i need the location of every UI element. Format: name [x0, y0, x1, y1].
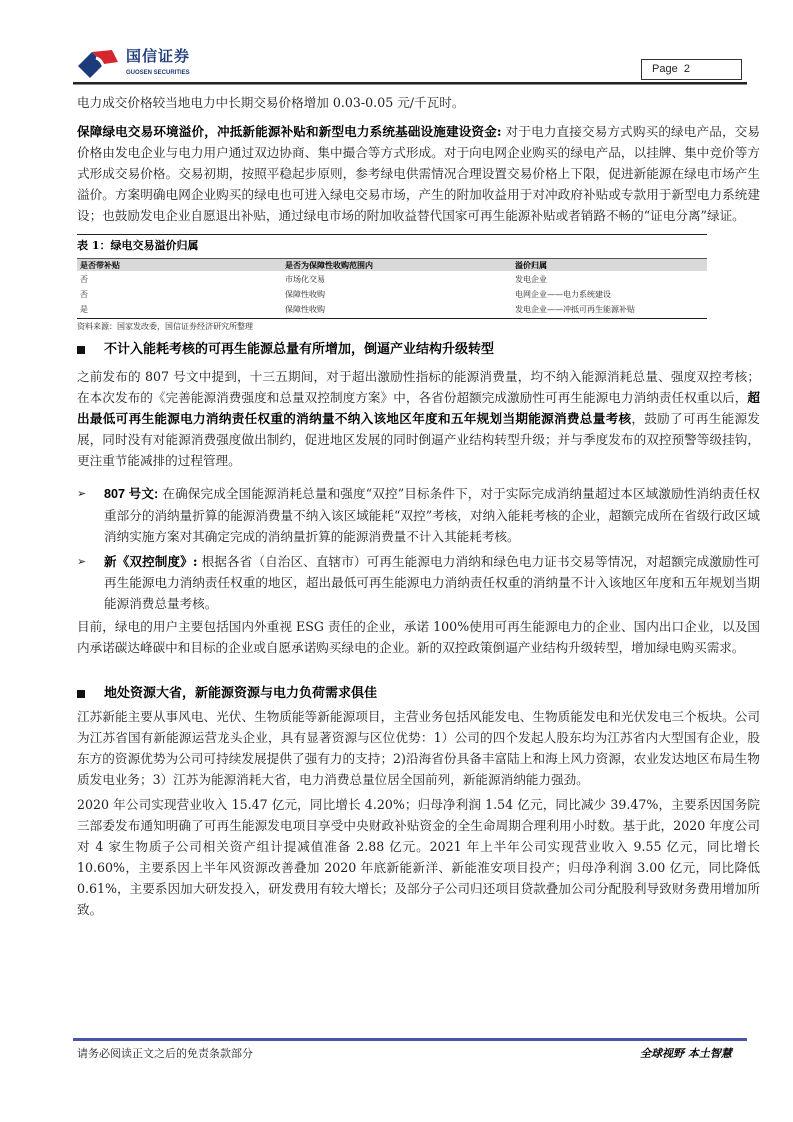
table-premium — [77, 234, 707, 334]
paragraph-price: 电力成交价格较当地电力中长期交易价格增加 0.03-0.05 元/千瓦时。 — [77, 95, 465, 110]
page-number: 2 — [683, 63, 690, 75]
footer-divider — [73, 1038, 747, 1041]
section-bullet-icon — [77, 690, 85, 698]
paragraph-text: ，鼓励了可再生能源发展，同时没有对能源消费强度做出制约，促进地区发展的同时倒逼产业结构转型升级；并与季度发布的双控预警等级挂钩，更注重节能减排的过程管理。 — [77, 411, 761, 468]
paragraph-dual-control — [77, 366, 760, 471]
cell: 否 — [80, 290, 88, 299]
arrow-bullet-icon: ➢ — [77, 555, 87, 568]
cell: 发电企业——冲抵可再生能源补贴 — [515, 305, 635, 314]
logo-subtext: GUOSEN SECURITIES — [126, 70, 190, 76]
paragraph-lead: 保障绿电交易环境溢价，冲抵新能源补贴和新型电力系统基础设施建设资金: — [77, 124, 502, 139]
paragraph-financials: 2020 年公司实现营业收入 15.47 亿元，同比增长 4.20%；归母净利润 1.54 亿元，同比减少 39.47%，主要系因国务院三部委发布通知明确了可再生能源发电项目享受中央财政补贴资金的全生命周期合理利用小时数。基于此，2020 年度公司对 4 家生物质子公司相关资产组计提减值准备 2.88 亿元。2021 年上半年公司实现营业收入 9.55 亿元，同比增长 10.60%，主要系因上半年风资源改善叠加 2020 年底新能新洋、新能淮安项目投产；归母净利润 3.00 亿元，同比降低 0.61%，主要系因加大研发投入，研发费用有较大增长；及部分子公司归还项目贷款叠加公司分配股利导致财务费用增加所致。 — [77, 797, 760, 917]
page-indicator — [641, 59, 742, 80]
bullet-text: 在确保完成全国能源消耗总量和强度“双控”目标条件下，对于实际完成消纳量超过本区域激励性消纳责任权重部分的消纳量折算的能源消费量不纳入该区域能耗“双控”考核，对纳入能耗考核的企业，超额完成所在省级行政区域消纳实施方案对其确定完成的消纳量折算的能源消费量不计入其能耗考核。 — [104, 486, 760, 544]
guosen-logo-icon — [78, 48, 124, 78]
cell: 是 — [80, 305, 88, 314]
table-row — [77, 302, 707, 317]
cell: 保障性收购 — [285, 290, 325, 299]
paragraph-text: 之前发布的 807 号文中提到，十三五期间，对于超出激励性指标的能源消费量，均不纳入能源消耗总量、强度双控考核；在本次发布的《完善能源消费强度和总量双控制度方案》中，各省份超额完成激励性可再生能源电力消纳责任权重以后， — [77, 369, 760, 405]
bullet-807 — [77, 483, 760, 547]
table-top-rule — [77, 234, 707, 235]
logo-text: 国信证券 — [126, 47, 191, 65]
footer-disclaimer: 请务必阅读正文之后的免责条款部分 — [77, 1047, 253, 1060]
cell: 否 — [80, 275, 88, 284]
bullet-body — [104, 483, 760, 547]
col-header: 是否为保障性收购范围内 — [285, 260, 373, 270]
paragraph-body: 对于电力直接交易方式购买的绿电产品，交易价格由发电企业与电力用户通过双边协商、集中撮合等方式形成。对于向电网企业购买的绿电产品，以挂牌、集中竞价等方式形成交易价格。交易初期，按照平稳起步原则，参考绿电供需情况合理设置交易价格上下限，促进新能源在绿电市场产生溢价。方案明确电网企业购买的绿电也可进入绿电交易市场，产生的附加收益用于对冲政府补贴或专款用于新型电力系统建设；也鼓励发电企业自愿退出补贴，通过绿电市场的附加收益替代国家可再生能源补贴或者销路不畅的“证电分离”绿证。 — [77, 124, 760, 223]
paragraph-green-users: 目前，绿电的用户主要包括国内外重视 ESG 责任的企业，承诺 100%使用可再生能源电力的企业、国内出口企业，以及国内承诺碳达峰碳中和目标的企业或自愿承诺购买绿电的企业。新的双控政策倒逼产业结构升级转型，增加绿电购买需求。 — [77, 619, 760, 655]
bullet-text: 根据各省（自治区、直辖市）可再生能源电力消纳和绿色电力证书交易等情况，对超额完成激励性可再生能源电力消纳责任权重的地区，超出最低可再生能源电力消纳责任权重的消纳量不计入该地区年度和五年规划当期能源消费总量考核。 — [104, 554, 760, 611]
table-header-row — [77, 258, 707, 271]
section-heading-row — [77, 684, 760, 704]
paragraph-company: 江苏新能主要从事风电、光伏、生物质能等新能源项目，主营业务包括风能发电、生物质能发电和光伏发电三个板块。公司为江苏省国有新能源运营龙头企业，具有显著资源与区位优势：1）公司的四个发起人股东均为江苏省内大型国有企业，股东方的资源优势为公司可持续发展提供了强有力的支持；2)沿海省份具备丰富陆上和海上风力资源，农业发达地区布局生物质发电业务；3）江苏为能源消耗大省，电力消费总量位居全国前列，新能源消纳能力强劲。 — [77, 709, 760, 787]
bullet-body — [104, 551, 760, 614]
section-heading-row — [77, 340, 760, 360]
paragraph-premium — [77, 121, 760, 226]
bullet-lead: 新《双控制度》: — [104, 554, 198, 569]
table-bottom-rule — [77, 318, 707, 319]
paragraph-emphasis: 超出最低可再生能源电力消纳责任权重的消纳量不纳入该地区年度和五年规划当期能源消费总量考核 — [77, 390, 760, 426]
col-header: 是否带补贴 — [80, 260, 120, 270]
page-label: Page — [652, 63, 678, 75]
col-header: 溢价归属 — [515, 260, 547, 270]
cell: 电网企业——电力系统建设 — [515, 290, 611, 299]
table-row — [77, 272, 707, 287]
section-heading: 地处资源大省，新能源资源与电力负荷需求俱佳 — [104, 686, 378, 701]
cell: 发电企业 — [515, 275, 547, 284]
bullet-lead: 807 号文: — [104, 487, 159, 501]
bullet-new-policy — [77, 551, 760, 614]
arrow-bullet-icon: ➢ — [77, 487, 87, 500]
table-source: 资料来源：国家发改委，国信证券经济研究所整理 — [77, 322, 253, 331]
cell: 保障性收购 — [285, 305, 325, 314]
section-bullet-icon — [77, 346, 85, 354]
cell: 市场化交易 — [285, 275, 325, 284]
section-heading: 不计入能耗考核的可再生能源总量有所增加，倒逼产业结构升级转型 — [104, 342, 495, 357]
table-title: 表 1：绿电交易溢价归属 — [77, 239, 199, 252]
document-body — [77, 92, 760, 920]
footer-slogan: 全球视野 本土智慧 — [640, 1047, 732, 1060]
header-divider — [73, 82, 747, 85]
table-row — [77, 287, 707, 302]
